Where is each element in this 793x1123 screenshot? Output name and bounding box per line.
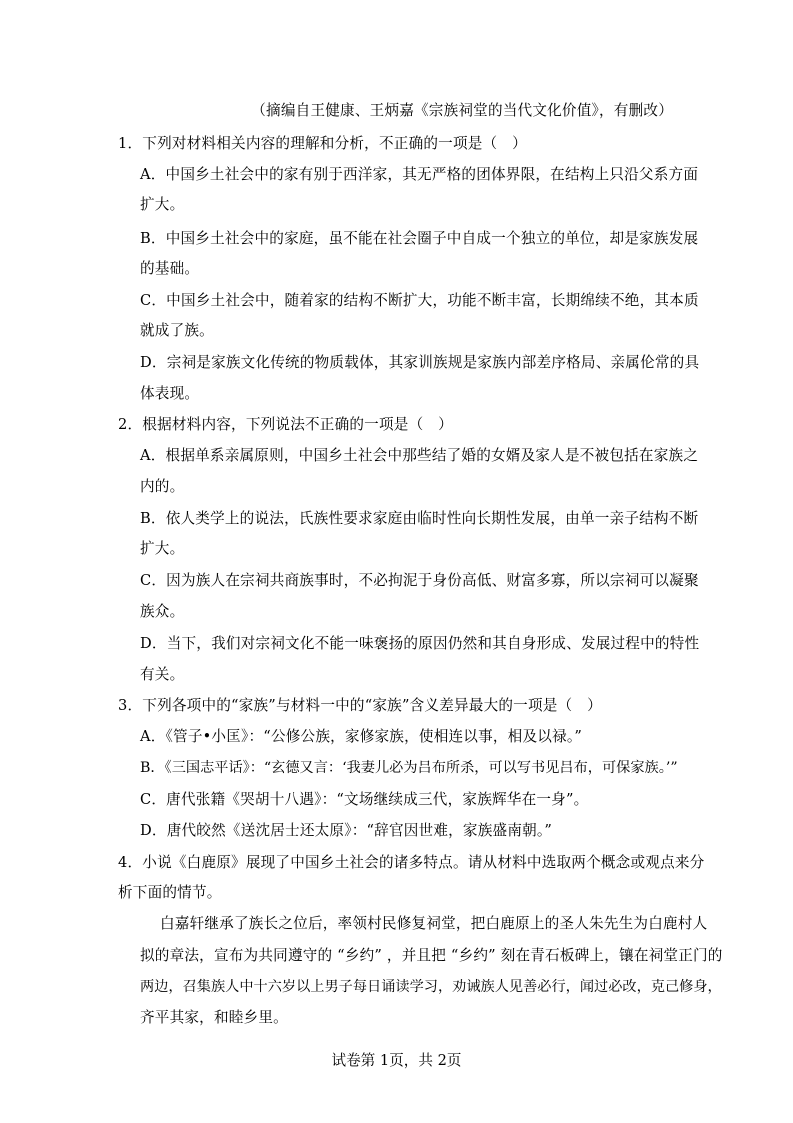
question-4-stem-line-1: 4．小说《白鹿原》展现了中国乡土社会的诸多特点。请从材料中选取两个概念或观点来分 bbox=[118, 854, 705, 871]
page-footer: 试卷第 1页，共 2页 bbox=[331, 1052, 462, 1069]
q1-option-d-line-2: 体表现。 bbox=[140, 385, 200, 402]
q1-option-d-line-1: D．宗祠是家族文化传统的物质载体，其家训族规是家族内部差序格局、亲属伦常的具 bbox=[140, 354, 700, 371]
passage-line-2: 拟的章法，宣布为共同遵守的 “乡约” ，并且把 “乡约” 刻在青石板碑上，镶在祠堂正门的 bbox=[140, 947, 723, 964]
q1-option-a-line-1: A．中国乡土社会中的家有别于西洋家，其无严格的团体界限，在结构上只沿父系方面 bbox=[140, 166, 699, 183]
q1-option-b-line-2: 的基础。 bbox=[140, 260, 200, 277]
q3-option-a: A．《管子•小匡》：“公修公族，家修家族，使相连以事，相及以禄。” bbox=[140, 728, 582, 745]
question-2-stem: 2．根据材料内容，下列说法不正确的一项是（ ） bbox=[118, 416, 453, 433]
q3-option-d: D．唐代皎然《送沈居士还太原》：“辞官因世难，家族盛南朝。” bbox=[140, 822, 553, 839]
passage-line-4: 齐平其家，和睦乡里。 bbox=[140, 1009, 288, 1026]
q3-option-b: B．《三国志平话》：“玄德又言：‘我妻儿必为吕布所杀，可以写书见吕布，可保家族。’” bbox=[140, 760, 678, 776]
q1-option-b-line-1: B．中国乡土社会中的家庭，虽不能在社会圈子中自成一个独立的单位，却是家族发展 bbox=[140, 230, 699, 247]
q1-option-c-line-1: C．中国乡土社会中，随着家的结构不断扩大，功能不断丰富，长期绵续不绝，其本质 bbox=[140, 292, 699, 309]
q2-option-b-line-2: 扩大。 bbox=[140, 540, 185, 557]
q2-option-d-line-2: 有关。 bbox=[140, 666, 185, 683]
question-4-stem-line-2: 析下面的情节。 bbox=[118, 884, 222, 901]
q2-option-d-line-1: D．当下，我们对宗祠文化不能一味褒扬的原因仍然和其自身形成、发展过程中的特性 bbox=[140, 635, 700, 652]
question-3-stem: 3．下列各项中的“家族”与材料一中的“家族”含义差异最大的一项是（ ） bbox=[118, 697, 602, 714]
source-citation: （摘编自王健康、王炳嘉《宗族祠堂的当代文化价值》，有删改） bbox=[251, 102, 673, 119]
q2-option-a-line-2: 内的。 bbox=[140, 478, 185, 495]
q1-option-c-line-2: 就成了族。 bbox=[140, 322, 214, 339]
passage-line-1: 白嘉轩继承了族长之位后，率领村民修复祠堂，把白鹿原上的圣人朱先生为白鹿村人 bbox=[160, 915, 708, 932]
q1-option-a-line-2: 扩大。 bbox=[140, 196, 185, 213]
q2-option-c-line-2: 族众。 bbox=[140, 603, 185, 620]
passage-line-3: 两边，召集族人中十六岁以上男子每日诵读学习，劝诫族人见善必行，闻过必改，克己修身， bbox=[140, 979, 722, 995]
q2-option-c-line-1: C．因为族人在宗祠共商族事时，不必拘泥于身份高低、财富多寡，所以宗祠可以凝聚 bbox=[140, 572, 699, 589]
question-1-stem: 1．下列对材料相关内容的理解和分析，不正确的一项是（ ） bbox=[118, 135, 527, 152]
q2-option-a-line-1: A．根据单系亲属原则，中国乡土社会中那些结了婚的女婿及家人是不被包括在家族之 bbox=[140, 447, 699, 464]
q3-option-c: C．唐代张籍《哭胡十八遇》：“文场继续成三代，家族辉华在一身”。 bbox=[140, 791, 589, 808]
q2-option-b-line-1: B．依人类学上的说法，氏族性要求家庭由临时性向长期性发展，由单一亲子结构不断 bbox=[140, 510, 699, 527]
